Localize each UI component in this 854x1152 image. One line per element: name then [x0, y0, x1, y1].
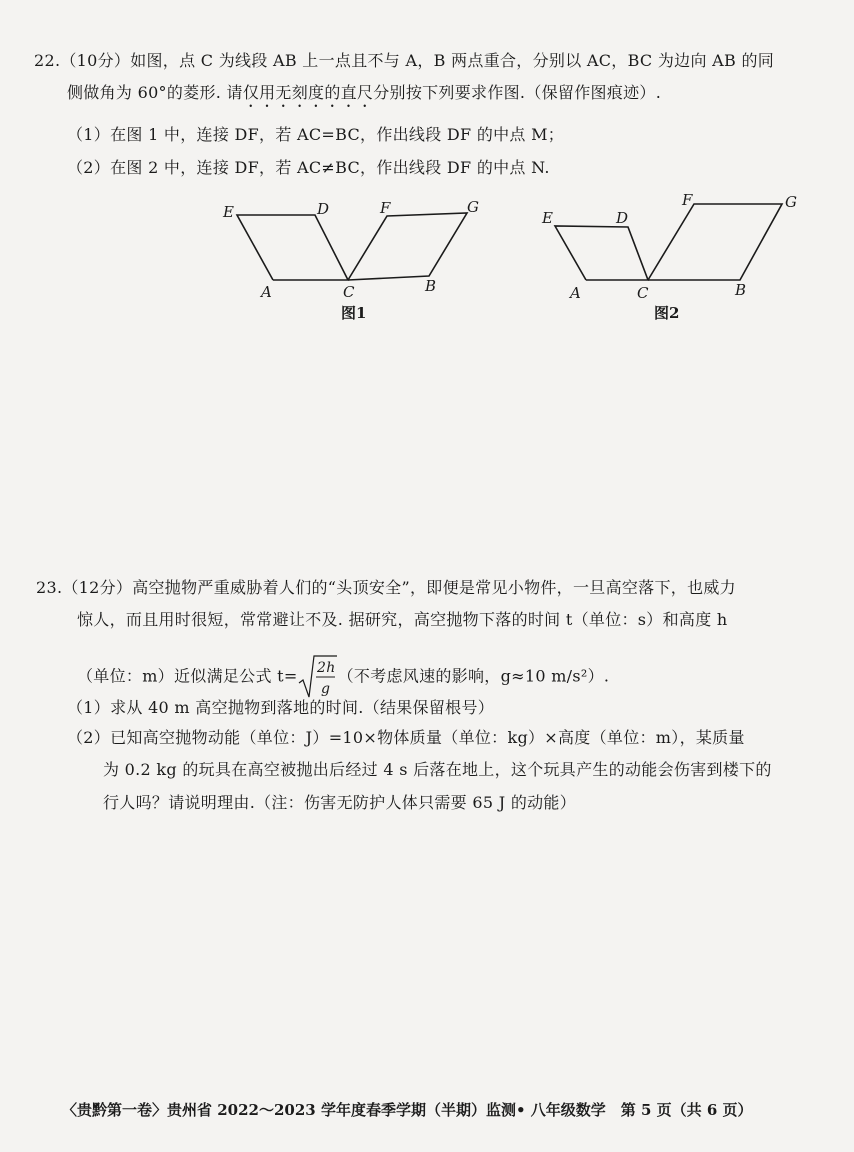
- q23-part2-line3: 行人吗？请说明理由.（注：伤害无防护人体只需要 65 J 的动能）: [103, 793, 577, 812]
- fig1-label-g: G: [467, 198, 479, 216]
- rhombus-cbgf: [348, 213, 467, 280]
- fig2-label-b: B: [735, 281, 747, 299]
- fig2-caption: 图2: [654, 304, 680, 322]
- q23-part2-line1: （2）已知高空抛物动能（单位：J）=10×物体质量（单位：kg）×高度（单位：m），某质量: [67, 728, 745, 747]
- q23-line3: [77, 653, 609, 701]
- fig1-label-b: B: [425, 277, 437, 295]
- page-footer: 〈贵黔第一卷〉贵州省 2022～2023 学年度春季学期（半期）监测• 八年级数学 第 5 页（共 6 页）: [62, 1101, 753, 1119]
- q22-part1: （1）在图 1 中，连接 DF，若 AC=BC，作出线段 DF 的中点 M；: [67, 125, 565, 144]
- fig1-caption: 图1: [341, 304, 367, 322]
- rhombus-cbgf: [648, 204, 782, 280]
- q22-line2-b: 分别按下列要求作图.（保留作图痕迹）.: [373, 83, 662, 102]
- q22-header: 22.（10分）如图，点 C 为线段 AB 上一点且不与 A，B 两点重合，分别以 AC，BC 为边向 AB 的同: [34, 51, 775, 70]
- figure-1: [215, 190, 495, 309]
- fig2-label-e: E: [542, 209, 553, 227]
- formula-denominator: g: [320, 681, 330, 697]
- figure-2: [530, 190, 810, 309]
- q22-line2-a: 侧做角为 60°的菱形. 请: [67, 83, 243, 102]
- q23-line2: 惊人，而且用时很短，常常避让不及. 据研究，高空抛物下落的时间 t（单位：s）和高度 h: [77, 610, 728, 629]
- formula-numerator: 2h: [316, 660, 336, 676]
- fig2-label-c: C: [637, 284, 649, 302]
- rhombus-acde: [237, 215, 348, 280]
- q23-part1: （1）求从 40 m 高空抛物到落地的时间.（结果保留根号）: [67, 698, 495, 717]
- fig2-label-g: G: [785, 193, 797, 211]
- fig2-label-f: F: [682, 191, 693, 209]
- fig1-label-f: F: [380, 199, 391, 217]
- q23-line3-a: （单位：m）近似满足公式 t=: [77, 666, 298, 686]
- q23-line3-b: （不考虑风速的影响，g≈10 m/s²）.: [337, 666, 610, 686]
- fig1-label-d: D: [317, 200, 330, 218]
- fig1-label-e: E: [223, 203, 234, 221]
- q22-part2: （2）在图 2 中，连接 DF，若 AC≠BC，作出线段 DF 的中点 N.: [67, 158, 550, 177]
- q22-line2: [67, 82, 661, 111]
- q23-line1: 23.（12分）高空抛物严重威胁着人们的“头顶安全”，即便是常见小物件，一旦高空落下，也威力: [36, 578, 736, 597]
- fig1-label-a: A: [261, 283, 272, 301]
- rhombus-acde: [555, 226, 648, 280]
- fall-time-formula: [298, 653, 338, 701]
- q22-emphasis: 仅用无刻度的直尺: [242, 83, 374, 102]
- fig1-label-c: C: [343, 283, 355, 301]
- fig2-label-a: A: [570, 284, 581, 302]
- fig2-label-d: D: [616, 209, 629, 227]
- q23-part2-line2: 为 0.2 kg 的玩具在高空被抛出后经过 4 s 后落在地上，这个玩具产生的动能会伤害到楼下的: [103, 760, 772, 779]
